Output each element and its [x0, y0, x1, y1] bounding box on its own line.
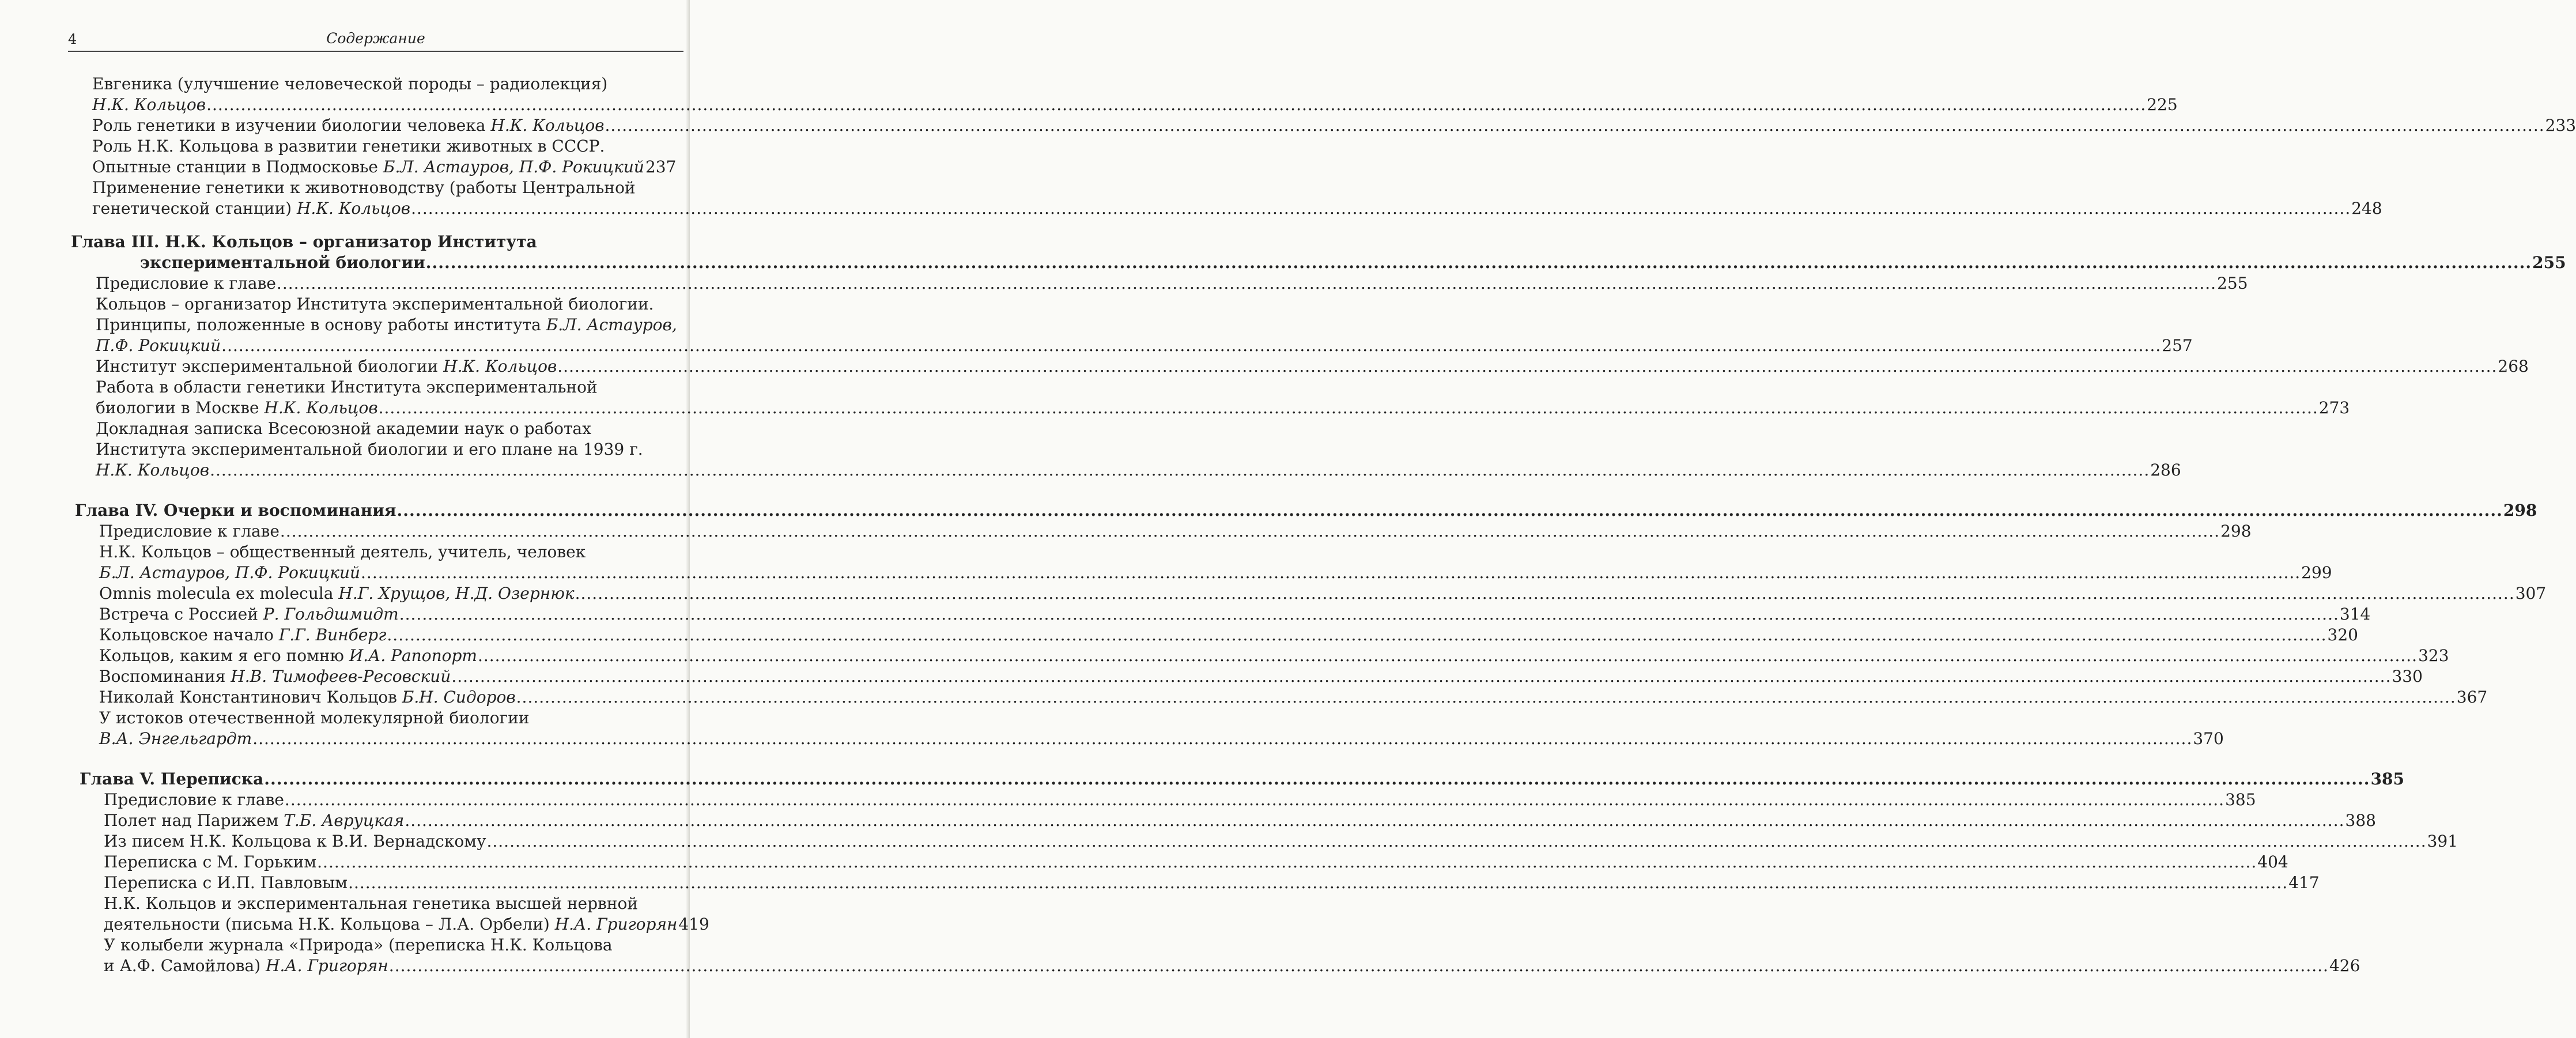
toc-entry — [96, 294, 2193, 356]
toc-entry — [96, 377, 2350, 418]
entry-page-number: 404 — [2257, 852, 2288, 871]
entry-last-line — [99, 521, 2252, 542]
entry-title-line: Н.К. Кольцов – общественный деятель, учитель, человек — [99, 542, 586, 561]
entry-text — [80, 769, 263, 790]
chapter-heading-line: Глава III. Н.К. Кольцов – организатор Института — [71, 232, 537, 251]
dot-leader — [397, 500, 2503, 521]
toc-entry — [104, 873, 2320, 893]
entry-title: Роль генетики в изучении биологии человека — [92, 116, 491, 135]
chapter-title: экспериментальной биологии — [140, 253, 425, 272]
dot-leader — [486, 831, 2426, 852]
dot-leader — [379, 398, 2318, 418]
entry-last-line — [96, 460, 2181, 481]
entry-author: Н.К. Кольцов — [92, 95, 206, 114]
entry-page-number: 385 — [2225, 790, 2256, 809]
entry-title: Переписка с И.П. Павловым — [104, 873, 348, 892]
entry-title: Предисловие к главе — [96, 274, 276, 293]
toc-entry — [99, 666, 2423, 687]
entry-title: Воспоминания — [99, 667, 231, 686]
entry-author: В.А. Энгельгардт — [99, 729, 252, 748]
entry-last-line — [99, 729, 2224, 749]
entry-title: Кольцов, каким я его помню — [99, 646, 349, 665]
entry-text — [92, 157, 644, 178]
entry-text — [99, 583, 575, 604]
entry-title: Переписка с М. Горьким — [104, 852, 317, 871]
entry-last-line — [99, 563, 2332, 583]
entry-page-number: 299 — [2301, 563, 2332, 582]
entry-text — [99, 729, 252, 749]
entry-last-line — [99, 646, 2449, 666]
entry-author: Н.А. Григорян — [266, 956, 388, 975]
entry-page-number: 257 — [2162, 336, 2193, 355]
toc-entry — [104, 935, 2360, 976]
entry-last-line — [96, 356, 2529, 377]
entry-author: Т.Б. Авруцкая — [284, 811, 405, 830]
dot-leader — [605, 115, 2545, 136]
entry-title-line: Докладная записка Всесоюзной академии наук о работах — [96, 419, 591, 438]
entry-title: Николай Константинович Кольцов — [99, 688, 402, 707]
dot-leader — [387, 625, 2326, 646]
entry-title: Omnis molecula ex molecula — [99, 584, 339, 603]
entry-page-number: 298 — [2220, 522, 2252, 541]
entry-text — [104, 810, 404, 831]
dot-leader — [426, 252, 2532, 273]
entry-title: Предисловие к главе — [99, 522, 279, 541]
entry-page-number: 367 — [2456, 688, 2488, 707]
dot-leader — [264, 769, 2370, 790]
entry-page-number: 426 — [2329, 956, 2360, 975]
dot-leader — [389, 956, 2329, 976]
entry-page-number: 320 — [2327, 625, 2358, 644]
dot-leader — [399, 604, 2339, 625]
entry-title: Из писем Н.К. Кольцова к В.И. Вернадскому — [104, 832, 486, 851]
entry-author: Н.К. Кольцов — [96, 461, 210, 480]
entry-text — [96, 398, 378, 418]
entry-title: и А.Ф. Самойлова) — [104, 956, 266, 975]
toc-entry — [99, 583, 2547, 604]
toc-entry — [92, 178, 2382, 219]
toc-entry — [104, 852, 2288, 873]
entry-text — [92, 198, 410, 219]
dot-leader — [252, 729, 2192, 749]
dot-leader — [451, 666, 2391, 687]
entry-title: генетической станции) — [92, 199, 297, 218]
entry-last-line — [96, 398, 2350, 418]
entry-title-line: Роль Н.К. Кольцова в развитии генетики животных в СССР. — [92, 137, 605, 156]
entry-last-line — [92, 95, 2178, 115]
entry-title: Институт экспериментальной биологии — [96, 357, 444, 376]
entry-page-number: 307 — [2515, 584, 2547, 603]
entry-text — [96, 335, 221, 356]
entry-author: Н.В. Тимофеев-Ресовский — [231, 667, 451, 686]
entry-text — [104, 873, 348, 893]
toc-entry — [104, 810, 2376, 831]
entry-text — [99, 646, 477, 666]
entry-author: Н.Г. Хрущов, Н.Д. Озернюк — [338, 584, 575, 603]
chapter-page-number: 298 — [2503, 501, 2537, 520]
entry-title: Встреча с Россией — [99, 605, 263, 624]
toc-entry — [92, 74, 2178, 115]
dot-leader — [516, 687, 2456, 708]
entry-author: Н.К. Кольцов — [264, 398, 378, 417]
entry-author: П.Ф. Рокицкий — [96, 336, 221, 355]
entry-page-number: 286 — [2150, 461, 2181, 480]
entry-text — [99, 687, 516, 708]
entry-text — [104, 914, 677, 935]
entry-title-line: Принципы, положенные в основу работы института Б.Л. Астауров, — [96, 315, 677, 334]
entry-title-line: Работа в области генетики Института экспериментальной — [96, 378, 598, 397]
entry-last-line — [92, 115, 2576, 136]
entry-title: Опытные станции в Подмосковье — [92, 157, 383, 176]
entry-page-number: 391 — [2427, 832, 2458, 851]
toc-entry — [99, 625, 2358, 646]
entry-last-line — [71, 252, 2566, 273]
running-title: Содержание — [326, 30, 425, 47]
entry-author: Б.Л. Астауров, П.Ф. Рокицкий — [383, 157, 644, 176]
entry-last-line — [104, 914, 709, 935]
entry-author: Н.К. Кольцов — [490, 116, 605, 135]
entry-title-line: У колыбели журнала «Природа» (переписка Н.К. Кольцова — [104, 935, 613, 954]
dot-leader — [478, 646, 2418, 666]
entry-last-line — [104, 831, 2458, 852]
dot-leader — [361, 563, 2301, 583]
entry-text — [104, 956, 388, 976]
toc-entry — [104, 790, 2256, 810]
entry-last-line — [75, 500, 2537, 521]
chapter-heading — [71, 232, 2566, 273]
entry-text — [140, 252, 425, 273]
entry-title: деятельности (письма Н.К. Кольцова – Л.А. Орбели) — [104, 915, 555, 934]
toc-entry — [99, 542, 2332, 583]
entry-page-number: 370 — [2193, 729, 2224, 748]
entry-last-line — [80, 769, 2405, 790]
toc-entry — [92, 136, 677, 178]
dot-leader — [575, 583, 2515, 604]
entry-title-line: Института экспериментальной биологии и его плане на 1939 г. — [96, 440, 643, 459]
toc-entry — [99, 708, 2224, 749]
entry-author: Н.А. Григорян — [554, 915, 678, 934]
dot-leader — [221, 335, 2161, 356]
entry-text — [104, 852, 316, 873]
entry-page-number: 237 — [645, 157, 677, 176]
entry-page-number: 225 — [2147, 95, 2178, 114]
entry-text — [99, 625, 386, 646]
dot-leader — [285, 790, 2224, 810]
entry-author: Б.Л. Астауров, — [546, 315, 677, 334]
entry-last-line — [99, 583, 2547, 604]
toc-entry — [99, 687, 2488, 708]
entry-author: Г.Г. Винберг — [278, 625, 387, 644]
entry-page-number: 268 — [2498, 357, 2529, 376]
entry-page-number: 330 — [2392, 667, 2423, 686]
dot-leader — [277, 273, 2216, 294]
entry-last-line — [104, 956, 2360, 976]
entry-last-line — [99, 666, 2423, 687]
chapter-title: Глава V. Переписка — [80, 769, 264, 788]
toc-entry — [104, 831, 2458, 852]
entry-title-line: Применение генетики к животноводству (работы Центральной — [92, 178, 636, 197]
entry-title-line: У истоков отечественной молекулярной биологии — [99, 708, 530, 727]
toc-entry — [99, 646, 2449, 666]
toc-entry — [99, 604, 2371, 625]
dot-leader — [405, 810, 2344, 831]
entry-page-number: 233 — [2545, 116, 2576, 135]
entry-last-line — [104, 790, 2256, 810]
chapter-page-number: 255 — [2532, 253, 2566, 272]
toc-entry — [92, 115, 2576, 136]
dot-leader — [317, 852, 2257, 873]
entry-page-number: 323 — [2418, 646, 2449, 665]
entry-title-line: Евгеника (улучшение человеческой породы – радиолекция) — [92, 74, 608, 93]
toc-entry — [96, 273, 2248, 294]
entry-page-number: 273 — [2318, 398, 2350, 417]
entry-title-line: Кольцов – организатор Института экспериментальной биологии. — [96, 295, 654, 314]
chapter-heading — [75, 500, 2537, 521]
entry-last-line — [104, 873, 2320, 893]
dot-leader — [411, 198, 2351, 219]
entry-author: И.А. Рапопорт — [349, 646, 477, 665]
entry-text — [92, 115, 605, 136]
entry-author: Р. Гольдшмидт — [263, 605, 399, 624]
entry-text — [99, 563, 360, 583]
entry-last-line — [104, 810, 2376, 831]
entry-text — [99, 666, 451, 687]
dot-leader — [210, 460, 2150, 481]
entry-last-line — [104, 852, 2288, 873]
dot-leader — [280, 521, 2220, 542]
page-header — [68, 29, 683, 52]
entry-text — [92, 95, 206, 115]
toc-entry — [99, 521, 2252, 542]
chapter-heading — [80, 769, 2405, 790]
toc-entry — [104, 893, 709, 935]
toc-entry — [96, 418, 2181, 481]
entry-last-line — [96, 335, 2193, 356]
entry-last-line — [96, 273, 2248, 294]
entry-title: Полет над Парижем — [104, 811, 284, 830]
entry-text — [99, 521, 279, 542]
chapter-page-number: 385 — [2370, 769, 2405, 788]
entry-text — [104, 790, 284, 810]
entry-title: биологии в Москве — [96, 398, 265, 417]
entry-title: Предисловие к главе — [104, 790, 284, 809]
entry-page-number: 255 — [2217, 274, 2248, 293]
entry-text — [96, 273, 276, 294]
entry-page-number: 248 — [2351, 199, 2382, 218]
entry-text — [96, 460, 209, 481]
entry-text — [96, 356, 557, 377]
dot-leader — [348, 873, 2288, 893]
chapter-title: Глава IV. Очерки и воспоминания — [75, 501, 396, 520]
entry-text — [75, 500, 396, 521]
page-number: 4 — [68, 31, 77, 47]
entry-page-number: 417 — [2288, 873, 2320, 892]
dot-leader — [557, 356, 2497, 377]
entry-last-line — [99, 687, 2488, 708]
entry-last-line — [99, 625, 2358, 646]
entry-last-line — [99, 604, 2371, 625]
entry-title: Кольцовское начало — [99, 625, 279, 644]
entry-last-line — [92, 157, 677, 178]
entry-text — [99, 604, 399, 625]
entry-page-number: 419 — [678, 915, 709, 934]
entry-page-number: 388 — [2345, 811, 2376, 830]
entry-page-number: 314 — [2339, 605, 2371, 624]
entry-author: Б.Н. Сидоров — [402, 688, 516, 707]
entry-title-line: Н.К. Кольцов и экспериментальная генетика высшей нервной — [104, 894, 638, 913]
entry-author: Б.Л. Астауров, П.Ф. Рокицкий — [99, 563, 361, 582]
entry-author: Н.К. Кольцов — [297, 199, 411, 218]
toc-entry — [96, 356, 2529, 377]
entry-text — [104, 831, 486, 852]
dot-leader — [206, 95, 2146, 115]
entry-last-line — [92, 198, 2382, 219]
entry-author: Н.К. Кольцов — [443, 357, 557, 376]
